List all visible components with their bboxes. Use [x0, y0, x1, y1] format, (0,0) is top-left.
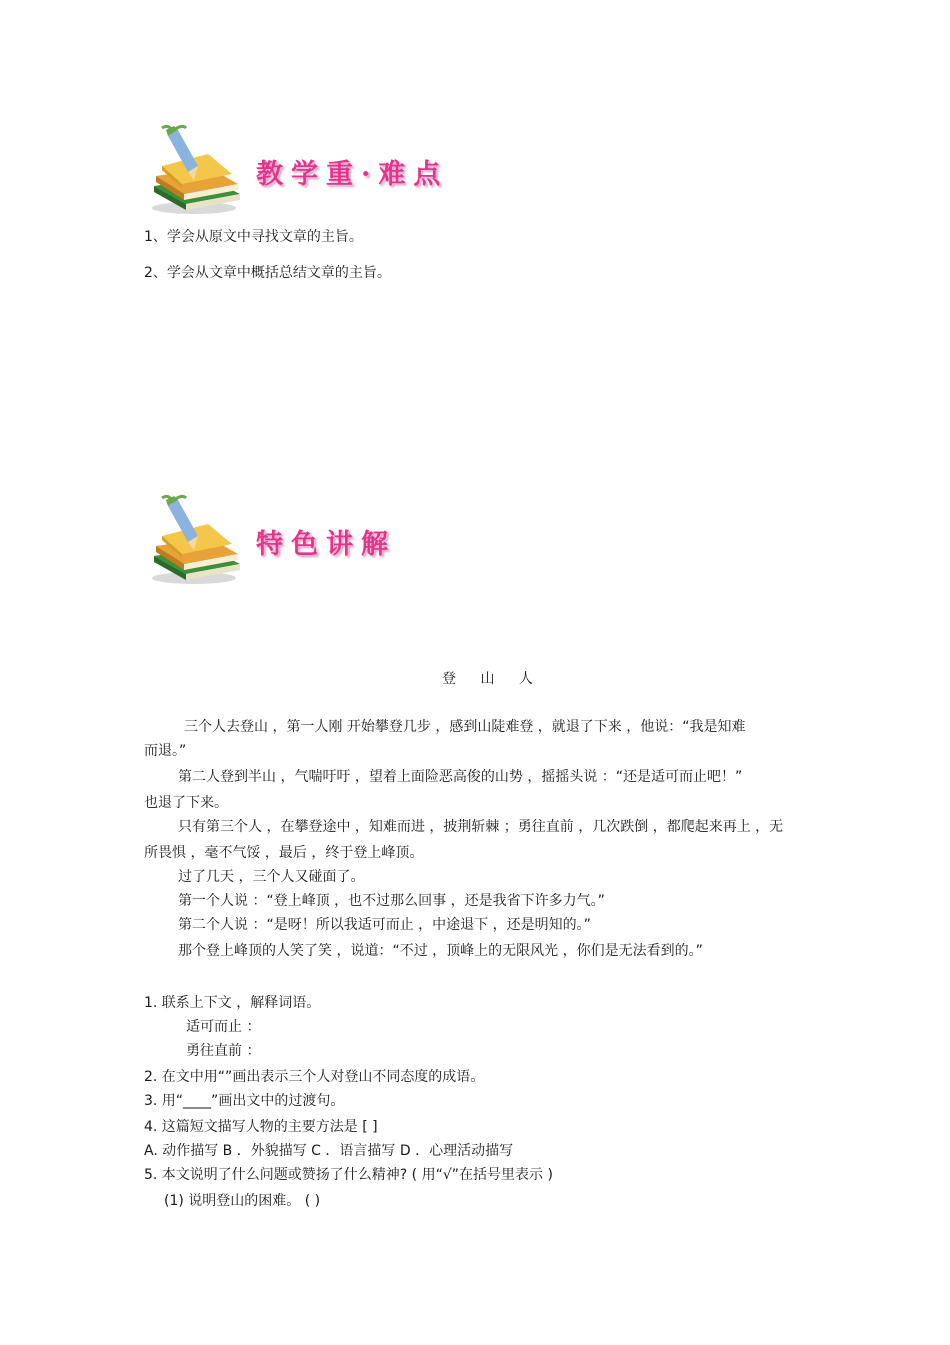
article-line: 第二人登到半山 ，气喘吁吁 ，望着上面险恶高俊的山势 ，摇摇头说 ：“还是适可而止吧！”	[178, 769, 743, 785]
article-line: 过了几天 ，三个人又碰面了。	[178, 869, 365, 885]
article-line: 三个人去登山 ，第一人刚 开始攀登几步 ，感到山陡难登 ，就退了下来 ，他说：“我是知难	[184, 719, 746, 735]
question-line: 1. 联系上下文 ，解释词语。	[144, 995, 321, 1011]
question-line: 4. 这篇短文描写人物的主要方法是 [ ]	[144, 1119, 378, 1135]
key-point-item: 1、学会从原文中寻找文章的主旨。	[144, 229, 363, 245]
books-pencil-icon	[148, 494, 244, 586]
question-line: 适可而止 ：	[186, 1019, 261, 1035]
section-banner-key-points	[148, 124, 468, 216]
section-heading: 教学重·难点	[256, 159, 449, 190]
article-title: 登 山 人	[442, 671, 543, 687]
article-line: 第一个人说 ：“登上峰顶 ，也不过那么回事 ，还是我省下许多力气。”	[178, 893, 605, 909]
question-line: 5. 本文说明了什么问题或赞扬了什么精神? ( 用“√”在括号里表示 )	[144, 1167, 553, 1183]
books-pencil-icon	[148, 124, 244, 216]
question-line: 勇往直前 ：	[186, 1043, 261, 1059]
article-line: 只有第三个人 ，在攀登途中 ，知难而进 ，披荆斩棘 ；勇往直前 ，几次跌倒 ，都爬起来再上 ，无	[178, 819, 784, 835]
article-line: 所畏惧 ，毫不气馁 ，最后 ，终于登上峰顶。	[144, 845, 424, 861]
article-line: 第二个人说 ：“是呀！所以我适可而止 ，中途退下 ，还是明知的。”	[178, 917, 591, 933]
key-point-item: 2、学会从文章中概括总结文章的主旨。	[144, 265, 391, 281]
question-line: A. 动作描写 B ．外貌描写 C ．语言描写 D ．心理活动描写	[144, 1143, 514, 1159]
article-line: 也退了下来。	[144, 795, 228, 811]
question-line: (1) 说明登山的困难。 ( )	[164, 1193, 321, 1209]
article-line: 而退。”	[144, 743, 187, 759]
question-line: 3. 用“____”画出文中的过渡句。	[144, 1093, 345, 1109]
article-line: 那个登上峰顶的人笑了笑 ，说道：“不过 ，顶峰上的无限风光 ，你们是无法看到的。”	[178, 943, 703, 959]
question-line: 2. 在文中用“”画出表示三个人对登山不同态度的成语。	[144, 1069, 485, 1085]
section-banner-explanation	[148, 494, 468, 586]
section-heading: 特色讲解	[256, 529, 396, 560]
